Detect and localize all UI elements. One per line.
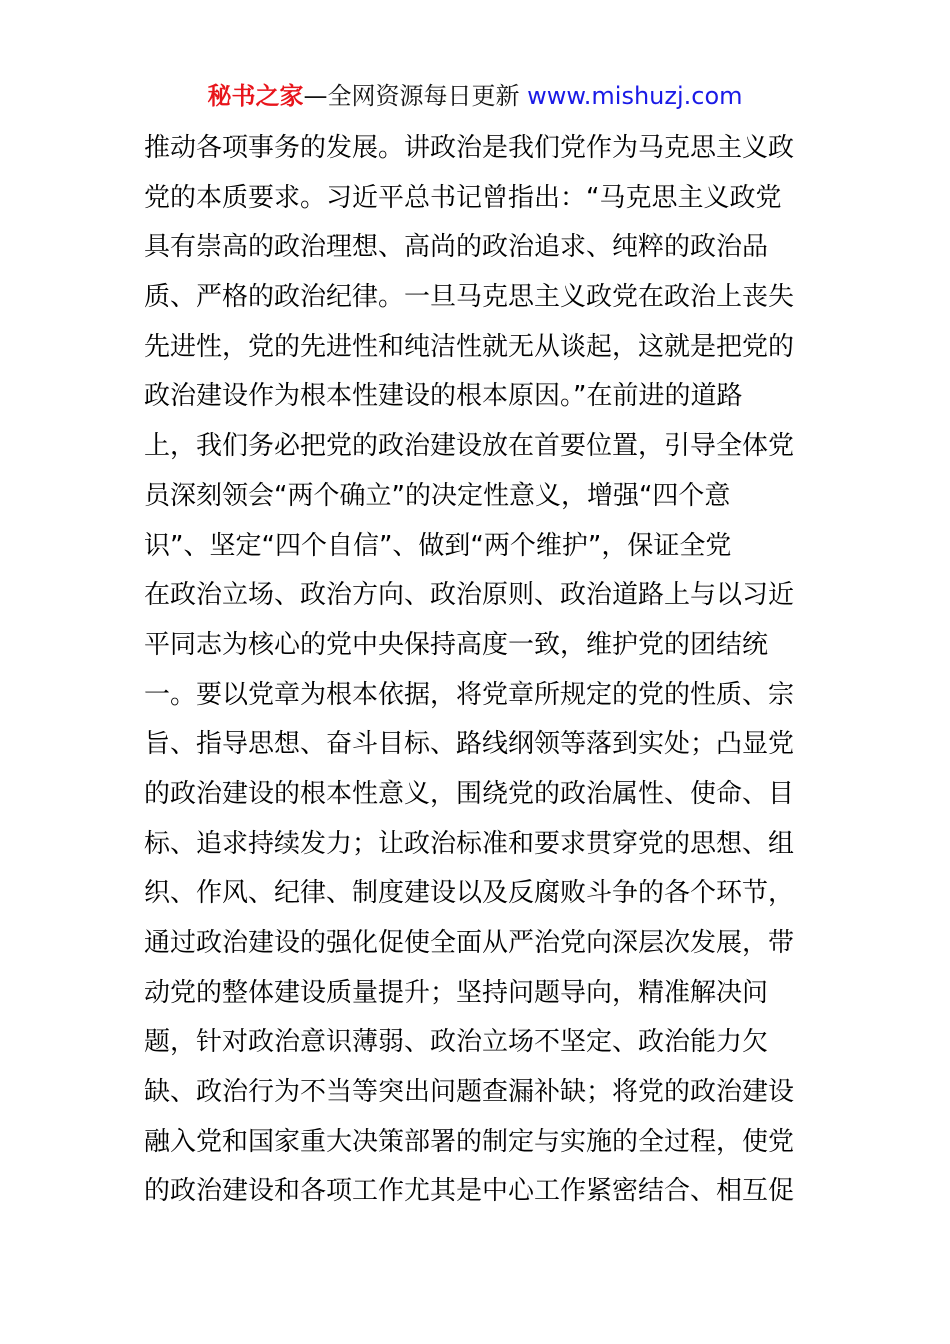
- document-body: [144, 124, 812, 1217]
- text-line: 通过政治建设的强化促使全面从严治党向深层次发展，带: [144, 928, 795, 958]
- text-line: 动党的整体建设质量提升；坚持问题导向，精准解决问: [144, 977, 769, 1008]
- text-line: 党的本质要求。习近平总书记曾指出：“马克思主义政党: [144, 182, 782, 213]
- text-line: 融入党和国家重大决策部署的制定与实施的全过程，使党: [144, 1126, 795, 1157]
- text-line: 旨、指导思想、奋斗目标、路线纲领等落到实处；凸显党: [144, 729, 795, 760]
- text-line: 具有崇高的政治理想、高尚的政治追求、纯粹的政治品: [144, 232, 769, 263]
- site-tagline: —全网资源每日更新: [303, 82, 528, 110]
- text-line: 织、作风、纪律、制度建设以及反腐败斗争的各个环节，: [144, 878, 795, 909]
- site-brand: 秘书之家: [207, 82, 304, 110]
- text-line: 在政治立场、政治方向、政治原则、政治道路上与以习近: [144, 580, 795, 611]
- text-line: 缺、政治行为不当等突出问题查漏补缺；将党的政治建设: [144, 1077, 795, 1108]
- text-line: 上，我们务必把党的政治建设放在首要位置，引导全体党: [144, 431, 795, 462]
- text-line: 标、追求持续发力；让政治标准和要求贯穿党的思想、组: [144, 828, 795, 859]
- text-line: 政治建设作为根本性建设的根本原因。”在前进的道路: [144, 381, 743, 412]
- text-line: 质、严格的政治纪律。一旦马克思主义政党在政治上丧失: [144, 282, 795, 313]
- text-line: 员深刻领会“两个确立”的决定性意义，增强“四个意: [144, 480, 731, 511]
- text-line: 的政治建设的根本性意义，围绕党的政治属性、使命、目: [144, 778, 795, 809]
- text-line: 平同志为核心的党中央保持高度一致，维护党的团结统: [144, 629, 769, 660]
- site-url[interactable]: www.mishuzj.com: [527, 82, 743, 110]
- text-line: 先进性，党的先进性和纯洁性就无从谈起，这就是把党的: [144, 331, 795, 362]
- text-line: 推动各项事务的发展。讲政治是我们党作为马克思主义政: [144, 133, 795, 163]
- text-line: 题，针对政治意识薄弱、政治立场不坚定、政治能力欠: [144, 1027, 769, 1058]
- text-line: 识”、坚定“四个自信”、做到“两个维护”，保证全党: [144, 530, 732, 561]
- text-line: 一。要以党章为根本依据，将党章所规定的党的性质、宗: [144, 679, 795, 710]
- text-line: 的政治建设和各项工作尤其是中心工作紧密结合、相互促: [144, 1176, 795, 1207]
- page-header: [0, 80, 950, 112]
